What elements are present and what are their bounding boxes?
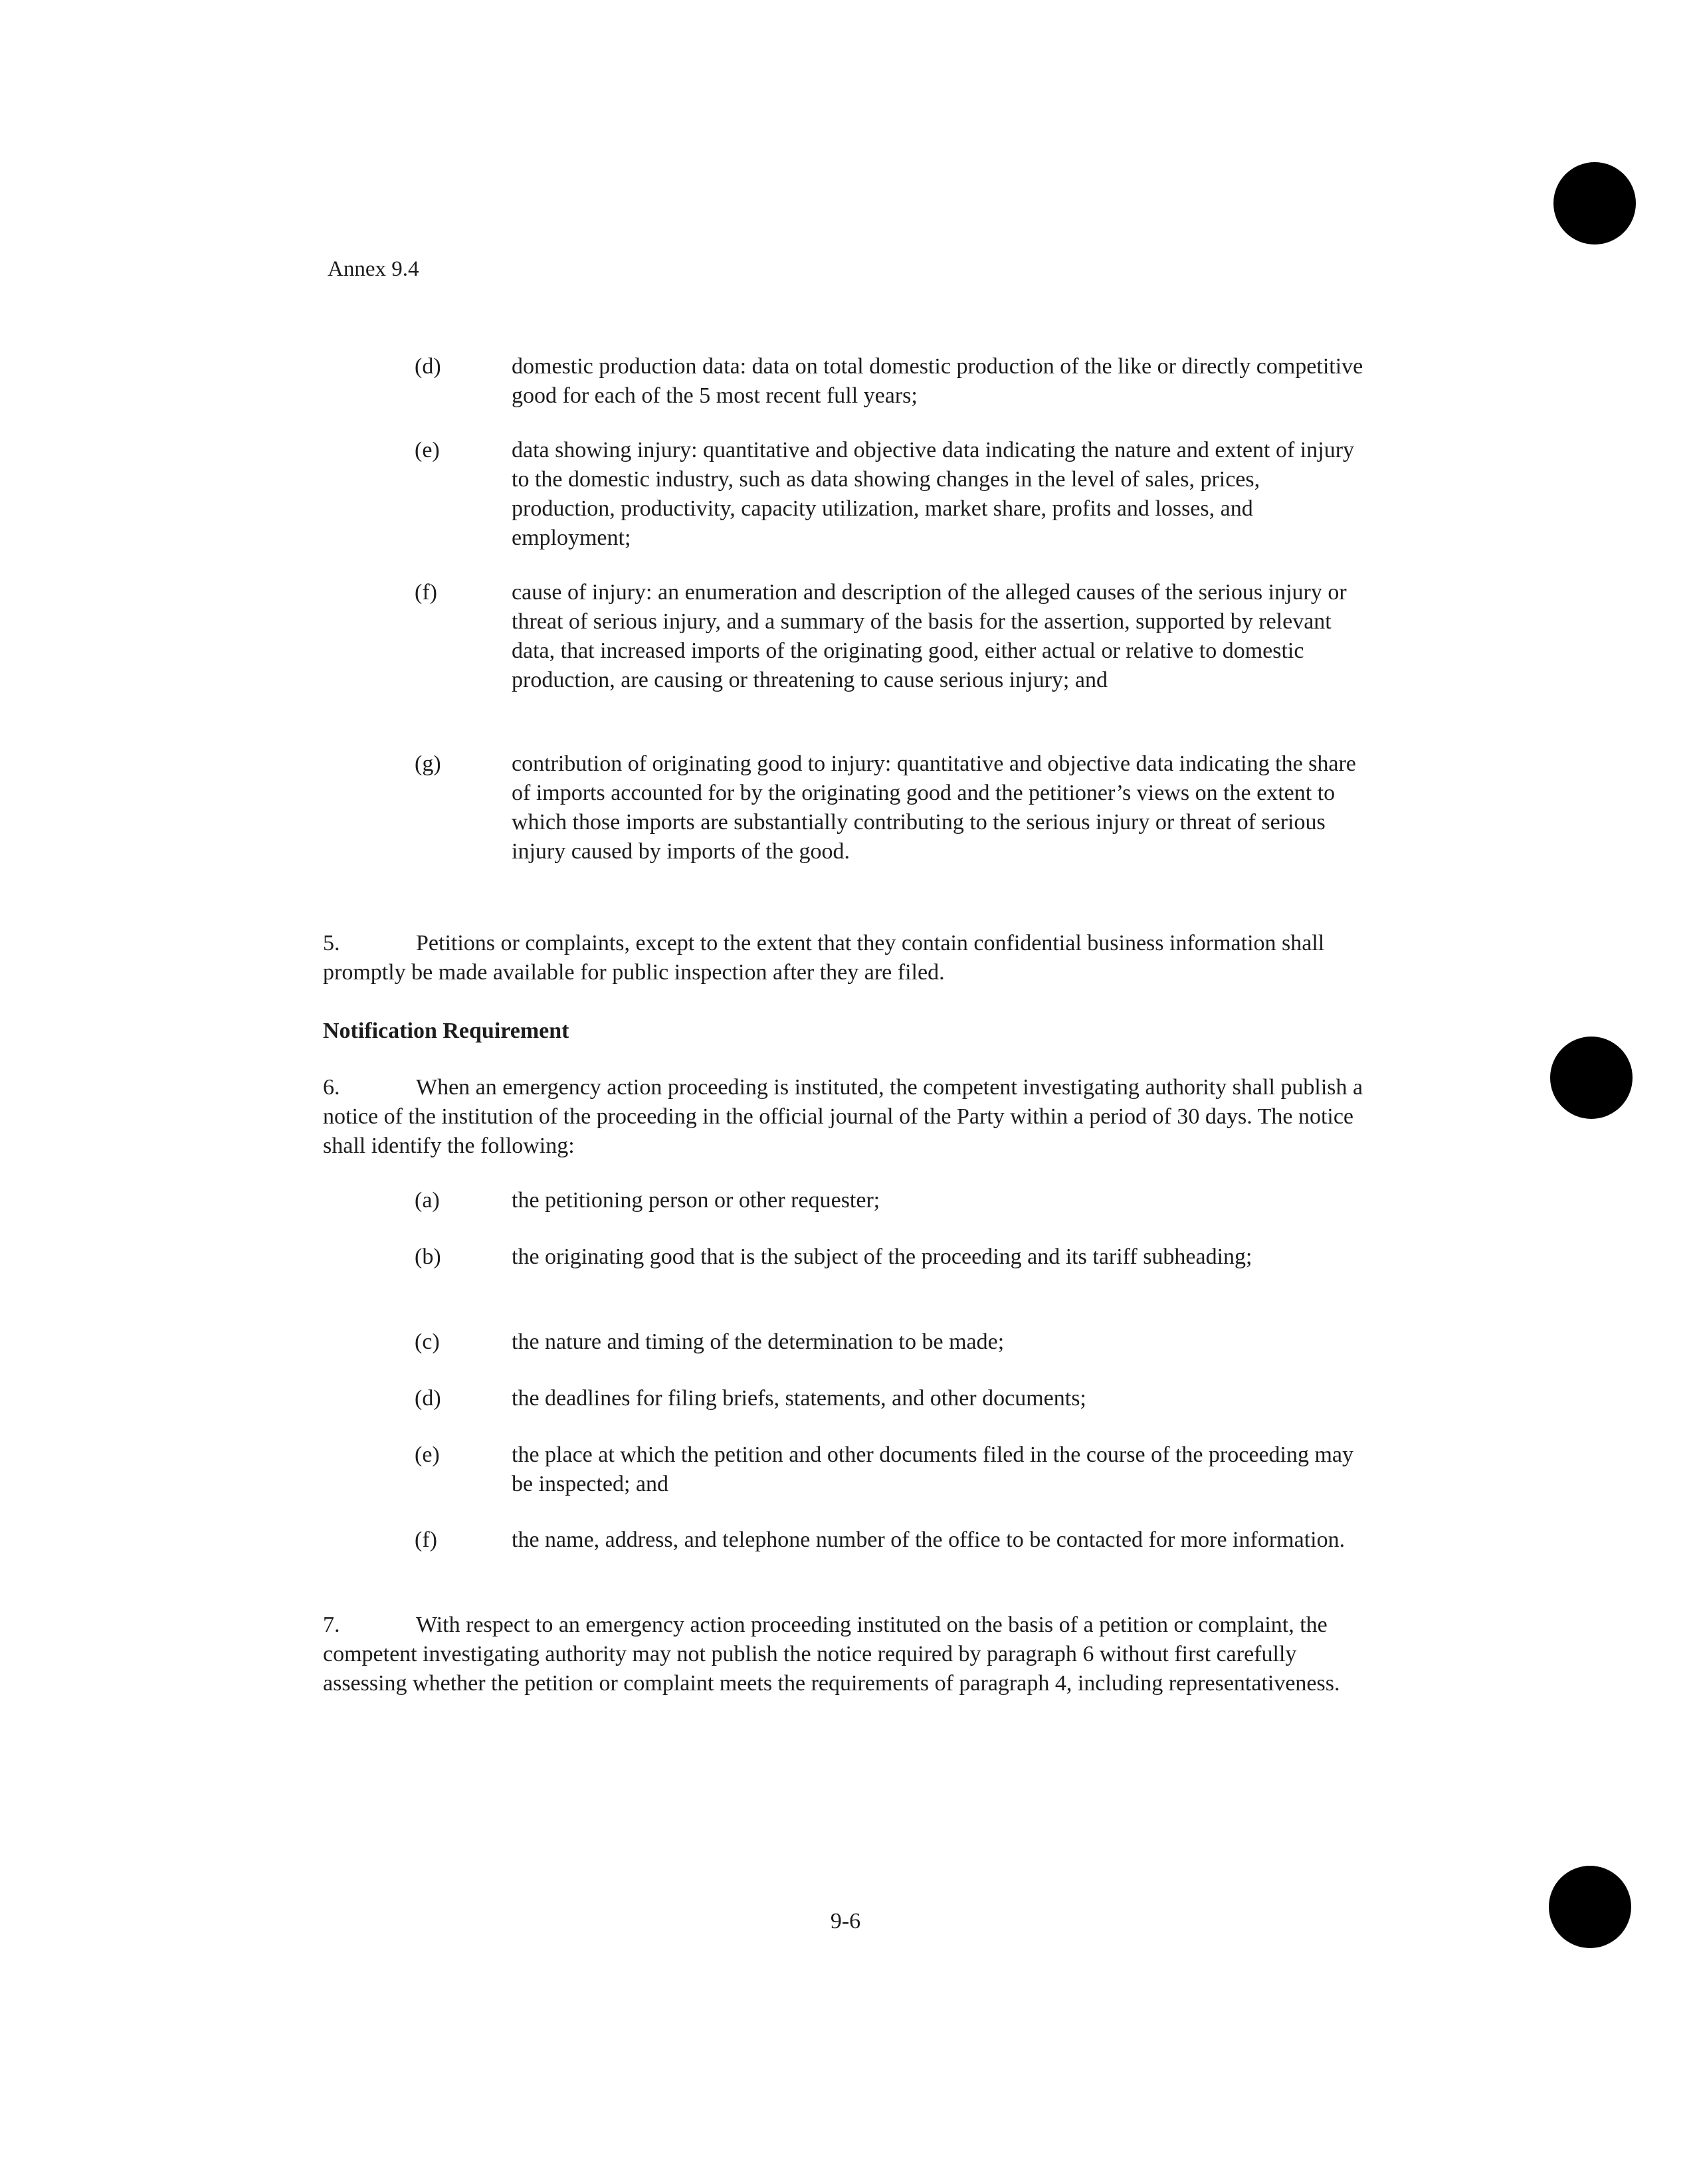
section-heading: Notification Requirement bbox=[323, 1019, 569, 1043]
paragraph-number: 6. bbox=[323, 1075, 340, 1100]
list-item-label: (g) bbox=[415, 751, 441, 776]
paragraph-text: Petitions or complaints, except to the extent that they contain confidential business information shall promptly be made available for public inspection after they are filed. bbox=[323, 931, 1325, 985]
list-item-text: the originating good that is the subject of the proceeding and its tariff subheading; bbox=[512, 1244, 1252, 1269]
list-item-label: (c) bbox=[415, 1330, 440, 1354]
list-item-text: contribution of originating good to injury: quantitative and objective data indicating the share of imports accounted for by the originating good and the petitioner’s views on the extent to which those imports are substantially contributing to the serious injury or threat of serious injury caused by imports of the good. bbox=[512, 751, 1356, 864]
list-item-label: (b) bbox=[415, 1244, 441, 1269]
running-head: Annex 9.4 bbox=[328, 257, 419, 281]
page-number: 9-6 bbox=[830, 1909, 861, 1934]
paragraph-7 bbox=[323, 1611, 1366, 1698]
list-item-text: the deadlines for filing briefs, statements, and other documents; bbox=[512, 1386, 1086, 1411]
list-item-text: domestic production data: data on total domestic production of the like or directly competitive good for each of the 5 most recent full years; bbox=[512, 354, 1363, 408]
paragraph-text: With respect to an emergency action proceeding instituted on the basis of a petition or complaint, the competent investigating authority may not publish the notice required by paragraph 6 without first carefully assessing whether the petition or complaint meets the requirements of paragraph 4, including representativeness. bbox=[323, 1613, 1340, 1696]
list-item-label: (d) bbox=[415, 1386, 441, 1411]
paragraph-number: 7. bbox=[323, 1613, 340, 1637]
paragraph-number: 5. bbox=[323, 931, 340, 955]
list-item-text: the place at which the petition and other documents filed in the course of the proceeding may be inspected; and bbox=[512, 1442, 1354, 1496]
list-item-label: (e) bbox=[415, 1442, 440, 1467]
binder-hole-top bbox=[1553, 162, 1636, 245]
list-item-label: (f) bbox=[415, 580, 437, 605]
binder-hole-middle bbox=[1550, 1037, 1633, 1119]
list-item-text: the nature and timing of the determination to be made; bbox=[512, 1330, 1005, 1354]
list-item-label: (a) bbox=[415, 1188, 440, 1213]
paragraph-6 bbox=[323, 1073, 1366, 1161]
list-item-text: the petitioning person or other requester; bbox=[512, 1188, 880, 1213]
list-item-label: (e) bbox=[415, 438, 440, 462]
list-item-text: data showing injury: quantitative and objective data indicating the nature and extent of injury to the domestic industry, such as data showing changes in the level of sales, prices, production, productivity, capacity utilization, market share, profits and losses, and employment; bbox=[512, 438, 1355, 550]
list-item-label: (d) bbox=[415, 354, 441, 379]
paragraph-5 bbox=[323, 929, 1366, 987]
list-item-label: (f) bbox=[415, 1528, 437, 1552]
list-item-text: cause of injury: an enumeration and description of the alleged causes of the serious injury or threat of serious injury, and a summary of the basis for the assertion, supported by relevant data, that increased imports of the originating good, either actual or relative to domestic production, are causing or threatening to cause serious injury; and bbox=[512, 580, 1347, 692]
list-item-text: the name, address, and telephone number of the office to be contacted for more information. bbox=[512, 1528, 1345, 1552]
paragraph-text: When an emergency action proceeding is instituted, the competent investigating authority shall publish a notice of the institution of the proceeding in the official journal of the Party within a period of 30 days. The notice shall identify the following: bbox=[323, 1075, 1363, 1158]
